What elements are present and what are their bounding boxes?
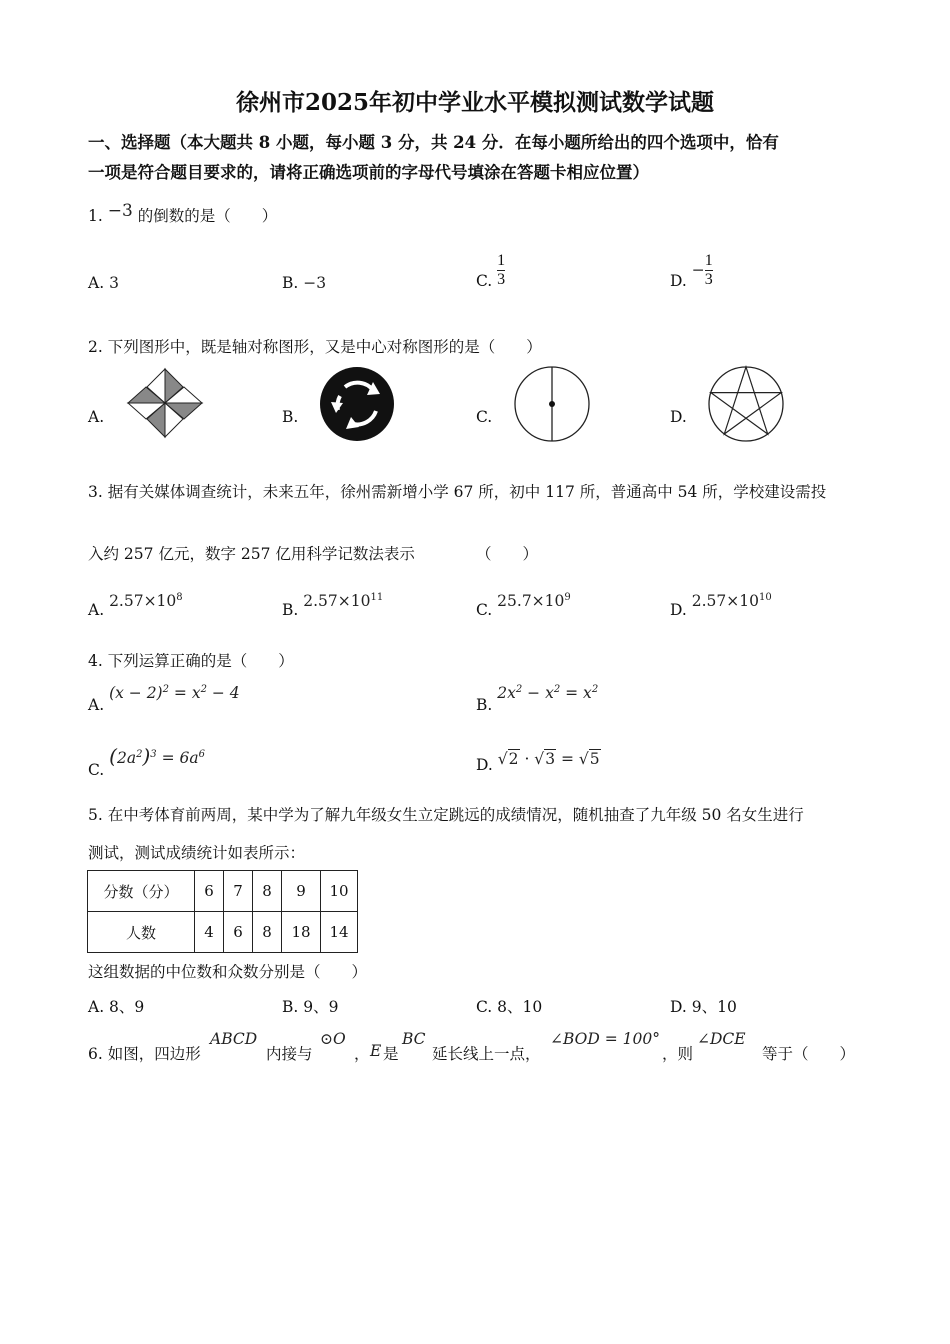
table-header-cell: 人数 [88, 912, 195, 953]
recycle-circle-figure [318, 366, 396, 442]
table-cell: 4 [195, 912, 224, 953]
option-b[interactable]: B. 9、9 [282, 998, 339, 1016]
table-cell: 8 [253, 871, 282, 912]
option-expression: √2 · √3 = √5 [497, 750, 600, 768]
option-label: A. [88, 696, 105, 715]
option-label: C. [476, 271, 493, 290]
mantissa: 25.7×10 [497, 592, 565, 611]
math-segment: BC [402, 1030, 426, 1048]
option-c[interactable] [476, 252, 505, 289]
option-expression: $2x^2 - x^2 = x^2$ [497, 684, 599, 703]
option-a-label[interactable]: A. [88, 408, 105, 426]
exponent: 10 [758, 592, 772, 603]
option-label: D. [670, 601, 687, 620]
question-5-line1: 5. 在中考体育前两周，某中学为了解九年级女生立定跳远的成绩情况，随机抽查了九年级 50 名女生进行 [88, 806, 804, 824]
table-cell: 8 [253, 912, 282, 953]
table-cell: 10 [321, 871, 358, 912]
math-expression: −3 [107, 201, 133, 221]
option-label: A. [88, 274, 105, 292]
option-d-label[interactable]: D. [670, 408, 687, 426]
numerator: 1 [497, 252, 506, 269]
question-1 [88, 201, 278, 226]
option-label: B. [476, 696, 493, 715]
pentagram-circle-figure [706, 364, 786, 444]
mantissa: 2.57×10 [691, 592, 759, 611]
option-a[interactable] [88, 274, 119, 292]
option-label: B. [282, 274, 299, 292]
mantissa: 2.57×10 [109, 592, 177, 611]
denominator: 3 [704, 271, 713, 288]
option-d[interactable] [670, 252, 713, 289]
question-2: 2. 下列图形中，既是轴对称图形，又是中心对称图形的是（ ） [88, 338, 542, 356]
question-number: 1. [88, 207, 103, 225]
question-4: 4. 下列运算正确的是（ ） [88, 652, 294, 670]
option-label: B. [282, 601, 299, 620]
option-label: C. [88, 761, 105, 779]
mantissa: 2.57×10 [303, 592, 371, 611]
table-cell: 6 [195, 871, 224, 912]
question-6-text-6: ，则 [662, 1045, 694, 1063]
option-b[interactable] [476, 684, 599, 715]
question-5-line2: 测试，测试成绩统计如表所示： [88, 844, 306, 862]
math-quadrilateral: ABCD [210, 1030, 258, 1048]
option-a[interactable]: A. 8、9 [88, 998, 145, 1016]
table-cell: 9 [282, 871, 321, 912]
section-header [88, 128, 868, 188]
question-3-line2: 入约 257 亿元，数字 257 亿用科学记数法表示 [88, 545, 415, 563]
option-value [692, 592, 772, 610]
option-expression: $(x - 2)^2 = x^2 - 4$ [109, 684, 240, 703]
question-5-prompt: 这组数据的中位数和众数分别是（ ） [88, 963, 368, 981]
math-angle-dce: ∠DCE [697, 1030, 746, 1048]
circle-diameter-figure [512, 364, 592, 444]
score-table [87, 870, 358, 953]
fraction [497, 252, 505, 289]
question-6-text-5: 延长线上一点， [432, 1045, 541, 1063]
option-expression: $(2a^2)^3 = 6a^6$ [109, 744, 205, 768]
question-6-text-7: 等于（ ） [762, 1045, 856, 1063]
option-b[interactable] [282, 274, 326, 292]
option-value: −3 [303, 274, 327, 292]
option-label: D. [476, 756, 493, 774]
option-b[interactable] [282, 592, 384, 620]
option-value [497, 592, 571, 610]
numerator: 1 [704, 252, 713, 269]
option-d[interactable] [670, 592, 772, 620]
section-header-line1: 一、选择题（本大题共 8 小题，每小题 3 分，共 24 分．在每小题所给出的四个选项中，恰有 [88, 133, 779, 152]
option-label: A. [88, 601, 105, 620]
option-a[interactable] [88, 684, 240, 715]
option-d[interactable]: D. 9、10 [670, 998, 737, 1016]
math-point: E [370, 1042, 382, 1060]
option-label: C. [476, 601, 493, 620]
fraction [705, 252, 713, 289]
option-c[interactable]: C. 8、10 [476, 998, 543, 1016]
question-3-line1: 3. 据有关媒体调查统计，未来五年，徐州需新增小学 67 所，初中 117 所，普通高中 54 所，学校建设需投 [88, 483, 827, 501]
option-value: 3 [109, 274, 119, 292]
question-6-text-3: ， [354, 1045, 370, 1063]
question-text: 的倒数的是（ ） [137, 207, 278, 225]
option-b-label[interactable]: B. [282, 408, 299, 426]
page-title: 徐州市2025年初中学业水平模拟测试数学试题 [235, 89, 714, 116]
option-c[interactable] [88, 744, 205, 779]
exponent: 8 [176, 592, 183, 603]
table-row [88, 912, 358, 953]
exponent: 9 [564, 592, 571, 603]
answer-paren: （ ） [476, 545, 539, 563]
question-6-text-2: 内接与 [266, 1045, 313, 1063]
option-a[interactable] [88, 592, 183, 620]
pinwheel-figure [124, 365, 206, 441]
table-cell: 6 [224, 912, 253, 953]
minus-sign: − [691, 260, 705, 279]
option-value [303, 592, 383, 610]
math-circle: ⊙O [320, 1030, 346, 1048]
table-cell: 14 [321, 912, 358, 953]
table-row [88, 871, 358, 912]
option-c-label[interactable]: C. [476, 408, 493, 426]
option-d[interactable] [476, 750, 601, 774]
table-cell: 18 [282, 912, 321, 953]
exponent: 11 [370, 592, 384, 603]
question-6-text-1: 6. 如图，四边形 [88, 1045, 201, 1063]
table-header-cell: 分数（分） [88, 871, 195, 912]
question-6-text-4: 是 [383, 1045, 399, 1063]
option-label: D. [670, 271, 687, 290]
option-value [109, 592, 183, 610]
option-c[interactable] [476, 592, 571, 620]
table-cell: 7 [224, 871, 253, 912]
section-header-line2: 一项是符合题目要求的，请将正确选项前的字母代号填涂在答题卡相应位置） [88, 163, 649, 182]
denominator: 3 [497, 271, 506, 288]
math-angle-bod: ∠BOD = 100° [550, 1030, 660, 1048]
